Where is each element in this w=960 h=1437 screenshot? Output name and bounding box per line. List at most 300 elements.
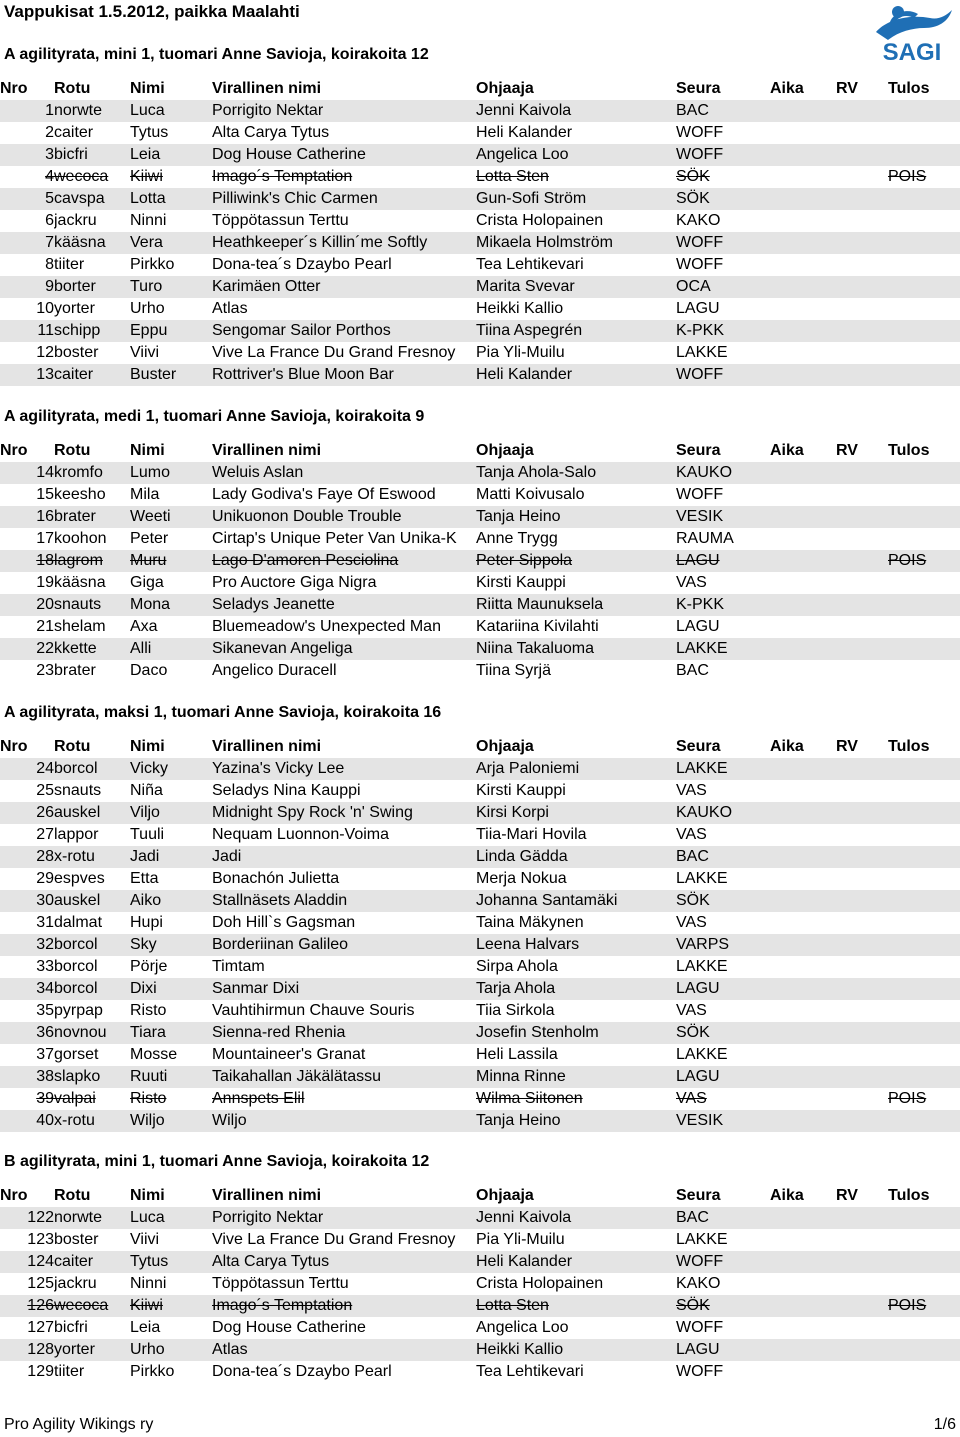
table-cell (888, 528, 960, 550)
table-cell: WOFF (676, 124, 724, 141)
table-cell: 128 (0, 1339, 54, 1361)
table-row (0, 758, 960, 780)
table-cell: 34 (0, 978, 54, 1000)
table-cell (888, 638, 960, 660)
table-cell: LAKKE (676, 638, 770, 660)
table-cell: 23 (36, 662, 54, 679)
table-cell: auskel (54, 890, 130, 912)
table-cell: KAKO (676, 212, 721, 229)
table-cell: Sienna-red Rhenia (212, 1022, 476, 1044)
table-cell (888, 144, 960, 166)
table-row (0, 232, 960, 254)
results-table (0, 440, 960, 682)
table-cell: Taikahallan Jäkälätassu (212, 1066, 476, 1088)
table-cell (770, 638, 836, 660)
table-cell: 14 (0, 462, 54, 484)
table-cell: Timtam (212, 958, 265, 975)
table-cell: Hupi (130, 914, 163, 931)
table-cell: bicfri (54, 144, 130, 166)
table-cell: LAKKE (676, 1231, 728, 1248)
table-cell (836, 758, 888, 780)
table-cell (836, 824, 888, 846)
table-cell (836, 144, 888, 166)
table-cell: OCA (676, 276, 770, 298)
table-cell: Leena Halvars (476, 934, 676, 956)
table-cell: Weeti (130, 506, 212, 528)
table-cell: Heli Kalander (476, 124, 573, 141)
table-cell: VAS (676, 1002, 707, 1019)
table-cell: POIS (888, 1090, 927, 1107)
column-header: Aika (770, 80, 804, 97)
table-cell: lagrom (54, 550, 130, 572)
table-cell: kääsna (54, 232, 130, 254)
table-cell (770, 868, 836, 890)
table-header-row (0, 440, 960, 462)
table-cell: wecoca (54, 1295, 130, 1317)
table-cell: Anne Trygg (476, 530, 558, 547)
table-cell: Angelica Loo (476, 1319, 569, 1336)
table-cell (836, 660, 888, 682)
table-cell: K-PKK (676, 320, 770, 342)
table-cell: 129 (27, 1363, 54, 1380)
table-cell (770, 1066, 836, 1088)
table-cell: kääsna (54, 574, 106, 591)
table-cell: Katariina Kivilahti (476, 618, 599, 635)
table-cell: brater (54, 662, 96, 679)
table-cell (888, 320, 960, 342)
table-cell: Kirsti Kauppi (476, 782, 566, 799)
table-cell: Pirkko (130, 1363, 175, 1380)
table-cell: Taina Mäkynen (476, 914, 584, 931)
table-cell (836, 1000, 888, 1022)
table-cell (770, 1088, 836, 1110)
table-cell: Tanja Heino (476, 506, 676, 528)
table-cell: Mona (130, 594, 212, 616)
table-cell: lappor (54, 826, 99, 843)
table-row (0, 550, 960, 572)
table-header-row (0, 78, 960, 100)
table-cell: Leia (130, 144, 212, 166)
table-cell (888, 298, 960, 320)
table-cell: shelam (54, 618, 106, 635)
table-cell: Pörje (130, 958, 168, 975)
column-header: Nimi (130, 442, 165, 459)
table-cell (836, 1207, 888, 1229)
table-cell: VAS (676, 574, 707, 591)
table-cell (836, 364, 888, 386)
table-cell: 126 (0, 1295, 54, 1317)
table-cell (770, 506, 836, 528)
table-cell: 11 (0, 320, 54, 342)
table-row (0, 342, 960, 364)
table-cell (888, 1229, 960, 1251)
table-cell: Imago´s Temptation (212, 168, 353, 185)
table-cell: VAS (676, 914, 707, 931)
table-cell: RAUMA (676, 530, 734, 547)
table-cell: Bluemeadow's Unexpected Man (212, 618, 441, 635)
table-cell: Pro Auctore Giga Nigra (212, 574, 377, 591)
table-cell (836, 780, 888, 802)
table-cell: 16 (0, 506, 54, 528)
table-cell: Heikki Kallio (476, 300, 564, 317)
table-cell: 6 (45, 212, 54, 229)
column-header: RV (836, 1187, 858, 1204)
table-cell: Ninni (130, 1275, 167, 1292)
results-table (0, 78, 960, 386)
table-row (0, 660, 960, 682)
table-cell: Dog House Catherine (212, 1319, 366, 1336)
table-cell (770, 210, 836, 232)
column-header: Ohjaaja (476, 442, 534, 459)
table-cell (770, 1295, 836, 1317)
table-cell: Merja Nokua (476, 870, 567, 887)
table-row (0, 506, 960, 528)
table-cell: Tiina Aspegrén (476, 320, 676, 342)
table-cell: LAKKE (676, 758, 770, 780)
table-cell (770, 144, 836, 166)
table-cell: Cirtap's Unique Peter Van Unika-K (212, 530, 457, 547)
table-cell: Heathkeeper´s Killin´me Softly (212, 232, 476, 254)
table-cell: Tytus (130, 1251, 212, 1273)
table-row (0, 462, 960, 484)
table-row (0, 1088, 960, 1110)
table-cell: WOFF (676, 256, 724, 273)
table-row (0, 846, 960, 868)
table-cell: Porrigito Nektar (212, 1207, 476, 1229)
table-row (0, 276, 960, 298)
table-cell (836, 978, 888, 1000)
table-cell: Sikanevan Angeliga (212, 638, 476, 660)
table-cell: Porrigito Nektar (212, 100, 476, 122)
table-cell: Daco (130, 662, 168, 679)
table-cell (770, 824, 836, 846)
table-cell: wecoca (54, 168, 109, 185)
table-cell: Tiia-Mari Hovila (476, 826, 587, 843)
table-row (0, 978, 960, 1000)
table-cell: 10 (36, 300, 54, 317)
table-cell: 40 (0, 1110, 54, 1132)
table-cell: Wiljo (130, 1110, 212, 1132)
table-cell: Tea Lehtikevari (476, 1363, 584, 1380)
table-cell: POIS (888, 168, 927, 185)
table-cell: Unikuonon Double Trouble (212, 506, 476, 528)
table-cell: Lotta Sten (476, 168, 549, 185)
table-cell: LAGU (676, 978, 770, 1000)
table-cell: Peter Sippola (476, 550, 676, 572)
table-cell: Pirkko (130, 256, 175, 273)
table-row (0, 1229, 960, 1251)
table-cell (888, 210, 960, 232)
table-cell: Tanja Heino (476, 1110, 676, 1132)
table-cell: snauts (54, 782, 102, 799)
table-cell: POIS (888, 1295, 960, 1317)
table-row (0, 912, 960, 934)
column-header: Virallinen nimi (212, 1187, 322, 1204)
table-cell: Vive La France Du Grand Fresnoy (212, 1231, 456, 1248)
table-cell: BAC (676, 1207, 770, 1229)
table-cell: Yazina's Vicky Lee (212, 758, 476, 780)
table-row (0, 1066, 960, 1088)
table-cell: LAGU (676, 1339, 770, 1361)
table-cell (770, 320, 836, 342)
table-row (0, 1251, 960, 1273)
table-cell (836, 846, 888, 868)
table-cell: Weluis Aslan (212, 462, 476, 484)
table-cell (836, 254, 888, 276)
table-cell (888, 934, 960, 956)
table-cell (836, 462, 888, 484)
table-cell (836, 956, 888, 978)
table-row (0, 1361, 960, 1383)
table-cell (836, 1110, 888, 1132)
table-cell: Heikki Kallio (476, 1339, 676, 1361)
table-row (0, 1000, 960, 1022)
table-cell: Mila (130, 486, 160, 503)
table-cell (888, 1044, 960, 1066)
table-cell: caiter (54, 1251, 130, 1273)
table-cell (888, 1317, 960, 1339)
table-cell: Lago D'amoren Pesciolina (212, 550, 476, 572)
table-cell: 123 (27, 1231, 54, 1248)
table-cell: Ruuti (130, 1066, 212, 1088)
table-cell: SÖK (676, 1022, 770, 1044)
table-cell: 37 (36, 1046, 54, 1063)
table-cell: yorter (54, 300, 95, 317)
table-cell: Pia Yli-Muilu (476, 344, 565, 361)
table-cell (770, 342, 836, 364)
table-row (0, 254, 960, 276)
table-cell: Vicky (130, 758, 212, 780)
table-cell: WOFF (676, 144, 770, 166)
table-row (0, 298, 960, 320)
table-cell: Jadi (130, 846, 212, 868)
column-header: Rotu (54, 738, 91, 755)
table-header-row (0, 736, 960, 758)
column-header: Seura (676, 738, 721, 755)
footer-page-number: 1/6 (933, 1416, 956, 1433)
table-cell (770, 978, 836, 1000)
table-cell: LAGU (676, 550, 770, 572)
table-cell (770, 528, 836, 550)
column-header: Tulos (888, 1187, 930, 1204)
table-cell: 127 (27, 1319, 54, 1336)
table-cell (836, 1339, 888, 1361)
column-header: Seura (676, 1187, 721, 1204)
table-cell: Tarja Ahola (476, 978, 676, 1000)
table-cell: Niña (130, 782, 163, 799)
table-cell: Töppötassun Terttu (212, 1275, 349, 1292)
table-cell: Midnight Spy Rock 'n' Swing (212, 802, 476, 824)
table-cell (888, 1339, 960, 1361)
table-cell (770, 1229, 836, 1251)
table-cell: Atlas (212, 1339, 476, 1361)
table-cell (888, 956, 960, 978)
table-cell (770, 122, 836, 144)
table-cell: 124 (0, 1251, 54, 1273)
table-cell: Turo (130, 276, 212, 298)
table-cell: 29 (36, 870, 54, 887)
table-cell: Sengomar Sailor Porthos (212, 320, 476, 342)
table-cell (770, 890, 836, 912)
table-cell: Sky (130, 934, 212, 956)
table-cell: 7 (0, 232, 54, 254)
sagi-logo (868, 2, 956, 64)
logo-text: SAGI (882, 39, 942, 64)
page-title: Vappukisat 1.5.2012, paikka Maalahti (4, 2, 300, 21)
table-cell (888, 572, 960, 594)
column-header: Rotu (54, 80, 91, 97)
table-cell: Urho (130, 300, 165, 317)
table-cell: boster (54, 1231, 99, 1248)
table-cell: Mikaela Holmström (476, 232, 676, 254)
table-cell: x-rotu (54, 1110, 130, 1132)
table-cell: caiter (54, 364, 130, 386)
table-cell (836, 802, 888, 824)
table-row (0, 572, 960, 594)
table-cell (770, 780, 836, 802)
table-cell (888, 868, 960, 890)
table-cell (836, 1066, 888, 1088)
table-cell: kkette (54, 638, 130, 660)
column-header: Nro (0, 442, 28, 459)
table-cell (770, 956, 836, 978)
table-cell (836, 232, 888, 254)
table-cell (888, 1251, 960, 1273)
table-cell (888, 1273, 960, 1295)
table-cell: Risto (130, 1002, 167, 1019)
table-cell: 2 (45, 124, 54, 141)
table-cell (836, 890, 888, 912)
table-cell: Mosse (130, 1046, 178, 1063)
table-cell (888, 462, 960, 484)
column-header: Tulos (888, 738, 930, 755)
table-cell: Urho (130, 1339, 212, 1361)
table-cell (888, 364, 960, 386)
column-header: Ohjaaja (476, 1187, 534, 1204)
table-cell (836, 912, 888, 934)
table-cell (770, 298, 836, 320)
table-cell (770, 1361, 836, 1383)
column-header: Nimi (130, 1187, 165, 1204)
table-row (0, 188, 960, 210)
table-cell: WOFF (676, 1251, 770, 1273)
table-cell: Imago´s Temptation (212, 1295, 476, 1317)
table-cell: borcol (54, 758, 130, 780)
table-row (0, 528, 960, 550)
table-cell (836, 1229, 888, 1251)
table-row (0, 1022, 960, 1044)
table-cell (836, 528, 888, 550)
table-cell (836, 1295, 888, 1317)
table-cell (770, 846, 836, 868)
table-cell: Wiljo (212, 1110, 476, 1132)
table-cell: Annspets Elil (212, 1090, 305, 1107)
table-cell: Tea Lehtikevari (476, 256, 584, 273)
column-header: Aika (770, 738, 804, 755)
table-cell: Matti Koivusalo (476, 486, 585, 503)
table-cell: auskel (54, 802, 130, 824)
table-cell: jackru (54, 212, 97, 229)
table-cell: KAKO (676, 1275, 721, 1292)
table-row (0, 638, 960, 660)
table-cell: bicfri (54, 1319, 88, 1336)
table-cell: LAGU (676, 300, 720, 317)
table-cell: Muru (130, 550, 212, 572)
table-cell: 17 (36, 530, 54, 547)
table-cell (770, 1251, 836, 1273)
table-row (0, 1273, 960, 1295)
table-cell: 18 (0, 550, 54, 572)
table-cell (836, 342, 888, 364)
table-cell (888, 912, 960, 934)
table-cell: pyrpap (54, 1002, 103, 1019)
table-cell: Karimäen Otter (212, 276, 476, 298)
table-cell (888, 1066, 960, 1088)
table-cell: LAKKE (676, 870, 728, 887)
table-cell (770, 462, 836, 484)
table-cell (836, 572, 888, 594)
table-cell: schipp (54, 320, 130, 342)
table-row (0, 594, 960, 616)
table-cell: SÖK (676, 890, 770, 912)
section-title: A agilityrata, maksi 1, tuomari Anne Savioja, koirakoita 16 (4, 704, 442, 721)
table-cell: Alta Carya Tytus (212, 1251, 476, 1273)
table-cell (836, 122, 888, 144)
table-cell: tiiter (54, 1363, 85, 1380)
table-cell (888, 594, 960, 616)
table-cell (836, 188, 888, 210)
column-header: Aika (770, 442, 804, 459)
table-cell: Johanna Santamäki (476, 890, 676, 912)
table-cell: 31 (36, 914, 54, 931)
table-cell: 125 (27, 1275, 54, 1292)
table-cell (888, 100, 960, 122)
table-cell: Peter (130, 530, 169, 547)
table-cell (888, 802, 960, 824)
table-row (0, 166, 960, 188)
table-cell: snauts (54, 594, 130, 616)
column-header: RV (836, 738, 858, 755)
table-cell (888, 188, 960, 210)
table-cell (888, 342, 960, 364)
table-row (0, 1317, 960, 1339)
table-cell: 24 (0, 758, 54, 780)
table-cell: Dona-tea´s Dzaybo Pearl (212, 1363, 392, 1380)
table-cell: Borderiinan Galileo (212, 934, 476, 956)
table-cell (888, 1207, 960, 1229)
table-cell: x-rotu (54, 846, 130, 868)
table-cell: Heli Kalander (476, 1251, 676, 1273)
table-row (0, 320, 960, 342)
table-cell (770, 232, 836, 254)
table-cell (836, 550, 888, 572)
table-cell (770, 1317, 836, 1339)
table-header-row (0, 1185, 960, 1207)
table-cell: 1 (0, 100, 54, 122)
table-cell (836, 484, 888, 506)
table-cell: Tanja Ahola-Salo (476, 462, 676, 484)
table-cell: 38 (0, 1066, 54, 1088)
table-cell (888, 780, 960, 802)
table-cell: Tuuli (130, 826, 165, 843)
table-cell: 36 (0, 1022, 54, 1044)
table-cell: LAGU (676, 618, 720, 635)
table-cell (888, 1000, 960, 1022)
table-cell: Risto (130, 1090, 167, 1107)
column-header: Nimi (130, 80, 165, 97)
table-cell: 4 (45, 168, 54, 185)
table-cell (836, 1044, 888, 1066)
